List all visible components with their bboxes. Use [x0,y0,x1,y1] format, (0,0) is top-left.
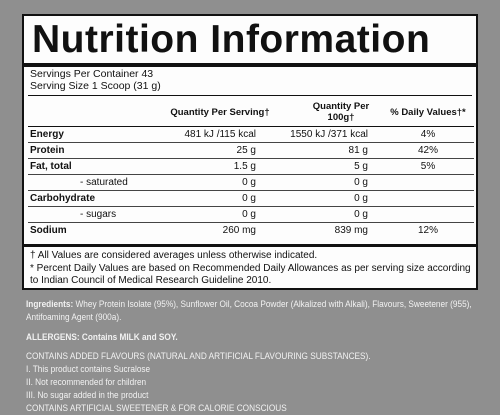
row-per100: 0 g [270,175,382,191]
row-per100: 839 mg [334,224,368,236]
row-label: Protein [28,143,146,159]
advisory-line: CONTAINS ADDED FLAVOURS (NATURAL AND ARTIFICIAL FLAVOURING SUBSTANCES). [26,351,371,362]
nutrition-panel [22,14,478,290]
row-serving: 0 g [146,191,270,207]
footnote-averages: † All Values are considered averages unless otherwise indicated. [30,250,318,261]
row-per100: 0 g [270,207,382,223]
table-header-row [28,98,474,127]
row-per100: 1550 kJ /371 kcal [270,127,382,143]
ingredients-label: Ingredients: [26,299,74,310]
header-daily-values: % Daily Values†* [382,98,474,127]
row-label: Energy [28,127,146,143]
advisory-block [26,350,482,415]
ingredients-text: Whey Protein Isolate (95%), Sunflower Oil, Cocoa Powder (Alkalized with Alkali), Flavours, Sweetener (955), Antifoaming Agent (900a). [26,299,472,323]
row-serving: 0 g [146,207,270,223]
allergens-block [26,331,482,344]
table-row [28,223,474,239]
header-per-100g: Quantity Per 100g† [270,98,382,127]
row-daily: 12% [417,224,438,236]
row-serving: 260 mg [222,224,256,236]
row-daily: 4% [382,127,474,143]
servings-per-container: Servings Per Container 43 [30,68,154,80]
title-rule [24,63,476,67]
row-label: - saturated [28,175,146,191]
serving-rule [28,95,472,96]
row-daily [382,191,474,207]
nutrition-table [28,98,474,238]
row-serving: 481 kJ /115 kcal [146,127,270,143]
advisory-line: I. This product contains Sucralose [26,364,151,375]
row-per100: 0 g [270,191,382,207]
panel-title: Nutrition Information [32,18,431,61]
row-label: Carbohydrate [28,191,146,207]
ingredients-block [26,298,482,324]
allergens-text: ALLERGENS: Contains MILK and SOY. [26,332,178,343]
row-serving: 1.5 g [146,159,270,175]
row-label: Sodium [30,224,67,236]
header-per-serving: Quantity Per Serving† [146,98,270,127]
table-row [28,207,474,223]
table-row [28,159,474,175]
row-label: Fat, total [28,159,146,175]
table-row [28,127,474,143]
row-daily [382,175,474,191]
table-row [28,191,474,207]
row-per100: 5 g [270,159,382,175]
row-serving: 25 g [146,143,270,159]
footnotes [30,250,472,288]
row-daily [382,207,474,223]
table-row [28,175,474,191]
advisory-line: CONTAINS ARTIFICIAL SWEETENER & FOR CALORIE CONSCIOUS [26,403,287,414]
table-row [28,143,474,159]
row-label: - sugars [28,207,146,223]
row-per100: 81 g [270,143,382,159]
footnote-daily-values: * Percent Daily Values are based on Recommended Daily Allowances as per serving size according to Indian Council of Medical Research Guideline 2010. [30,262,471,286]
table-bottom-rule [24,244,476,247]
row-daily: 42% [382,143,474,159]
serving-size: Serving Size 1 Scoop (31 g) [30,80,161,92]
advisory-line: III. No sugar added in the product [26,390,149,401]
row-serving: 0 g [146,175,270,191]
advisory-line: II. Not recommended for children [26,377,147,388]
row-daily: 5% [382,159,474,175]
